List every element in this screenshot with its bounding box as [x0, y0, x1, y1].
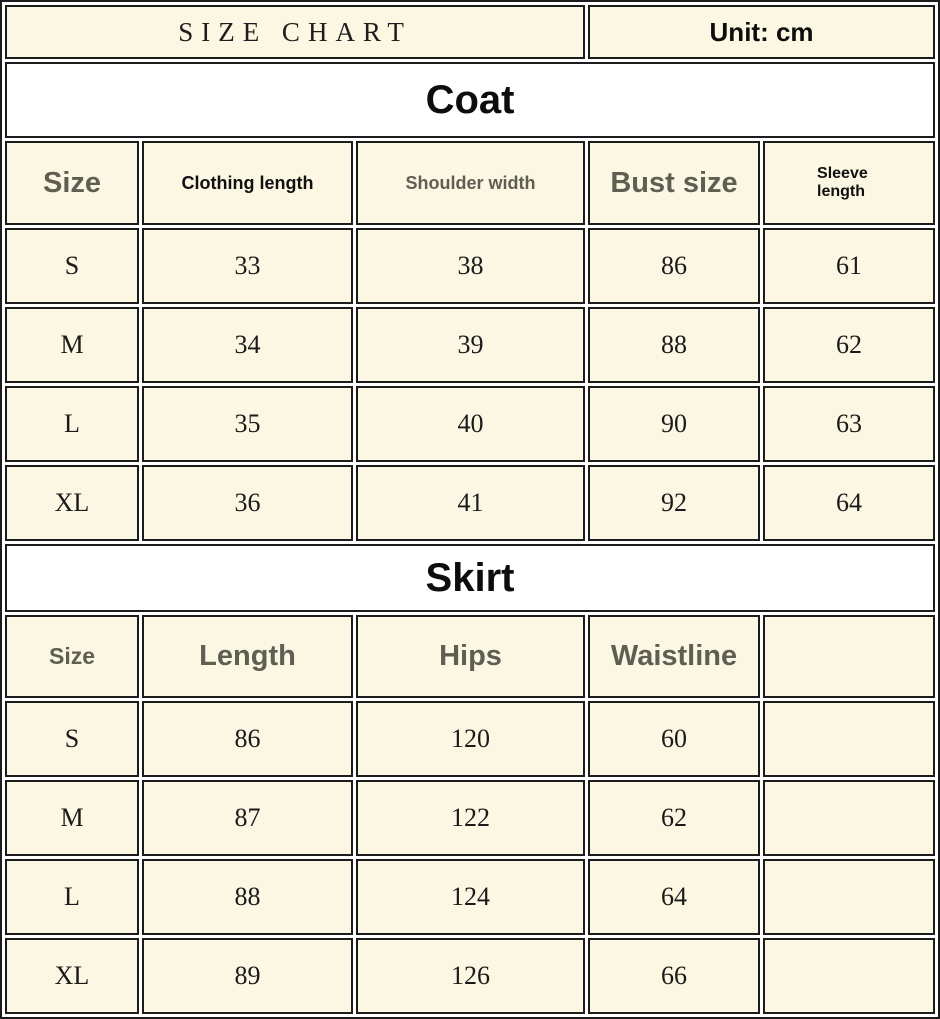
coat-m-bust-size: 88	[588, 307, 760, 383]
skirt-m-hips: 122	[356, 780, 585, 856]
skirt-xl-size: XL	[5, 938, 139, 1014]
skirt-m-size: M	[5, 780, 139, 856]
skirt-header-row	[5, 615, 935, 698]
coat-row-m	[5, 307, 935, 383]
coat-row-s	[5, 228, 935, 304]
size-chart-table	[2, 2, 938, 1017]
skirt-m-length: 87	[142, 780, 353, 856]
coat-col-header-sleeve-length	[763, 141, 935, 225]
coat-xl-clothing-length: 36	[142, 465, 353, 541]
coat-banner-row	[5, 62, 935, 138]
coat-m-clothing-length: 34	[142, 307, 353, 383]
skirt-l-length: 88	[142, 859, 353, 935]
skirt-s-empty	[763, 701, 935, 777]
skirt-m-empty	[763, 780, 935, 856]
coat-col-header-size: Size	[5, 141, 139, 225]
coat-col-header-clothing-length: Clothing length	[142, 141, 353, 225]
coat-s-bust-size: 86	[588, 228, 760, 304]
skirt-row-s	[5, 701, 935, 777]
coat-xl-sleeve-length: 64	[763, 465, 935, 541]
top-header-row	[5, 5, 935, 59]
skirt-banner-row	[5, 544, 935, 612]
skirt-section-title: Skirt	[5, 544, 935, 612]
coat-col-header-shoulder-width: Shoulder width	[356, 141, 585, 225]
skirt-m-waistline: 62	[588, 780, 760, 856]
skirt-xl-empty	[763, 938, 935, 1014]
coat-s-clothing-length: 33	[142, 228, 353, 304]
coat-l-sleeve-length: 63	[763, 386, 935, 462]
skirt-col-header-length: Length	[142, 615, 353, 698]
skirt-row-l	[5, 859, 935, 935]
skirt-row-m	[5, 780, 935, 856]
skirt-row-xl	[5, 938, 935, 1014]
coat-s-shoulder-width: 38	[356, 228, 585, 304]
skirt-xl-length: 89	[142, 938, 353, 1014]
coat-l-bust-size: 90	[588, 386, 760, 462]
skirt-xl-waistline: 66	[588, 938, 760, 1014]
sleeve-length-label: Sleeve length	[817, 164, 868, 201]
coat-row-l	[5, 386, 935, 462]
skirt-col-header-waistline: Waistline	[588, 615, 760, 698]
skirt-l-size: L	[5, 859, 139, 935]
skirt-col-header-hips: Hips	[356, 615, 585, 698]
coat-xl-shoulder-width: 41	[356, 465, 585, 541]
coat-l-size: L	[5, 386, 139, 462]
coat-m-size: M	[5, 307, 139, 383]
coat-s-sleeve-length: 61	[763, 228, 935, 304]
coat-l-shoulder-width: 40	[356, 386, 585, 462]
coat-header-row	[5, 141, 935, 225]
skirt-s-hips: 120	[356, 701, 585, 777]
skirt-l-waistline: 64	[588, 859, 760, 935]
unit-label: Unit: cm	[588, 5, 935, 59]
skirt-xl-hips: 126	[356, 938, 585, 1014]
coat-m-shoulder-width: 39	[356, 307, 585, 383]
skirt-s-length: 86	[142, 701, 353, 777]
coat-xl-bust-size: 92	[588, 465, 760, 541]
coat-m-sleeve-length: 62	[763, 307, 935, 383]
coat-s-size: S	[5, 228, 139, 304]
coat-section-title: Coat	[5, 62, 935, 138]
skirt-l-empty	[763, 859, 935, 935]
skirt-l-hips: 124	[356, 859, 585, 935]
coat-l-clothing-length: 35	[142, 386, 353, 462]
skirt-s-size: S	[5, 701, 139, 777]
coat-col-header-bust-size: Bust size	[588, 141, 760, 225]
skirt-s-waistline: 60	[588, 701, 760, 777]
size-chart-title: SIZE CHART	[5, 5, 585, 59]
skirt-col-header-empty	[763, 615, 935, 698]
skirt-col-header-size: Size	[5, 615, 139, 698]
coat-xl-size: XL	[5, 465, 139, 541]
coat-row-xl	[5, 465, 935, 541]
